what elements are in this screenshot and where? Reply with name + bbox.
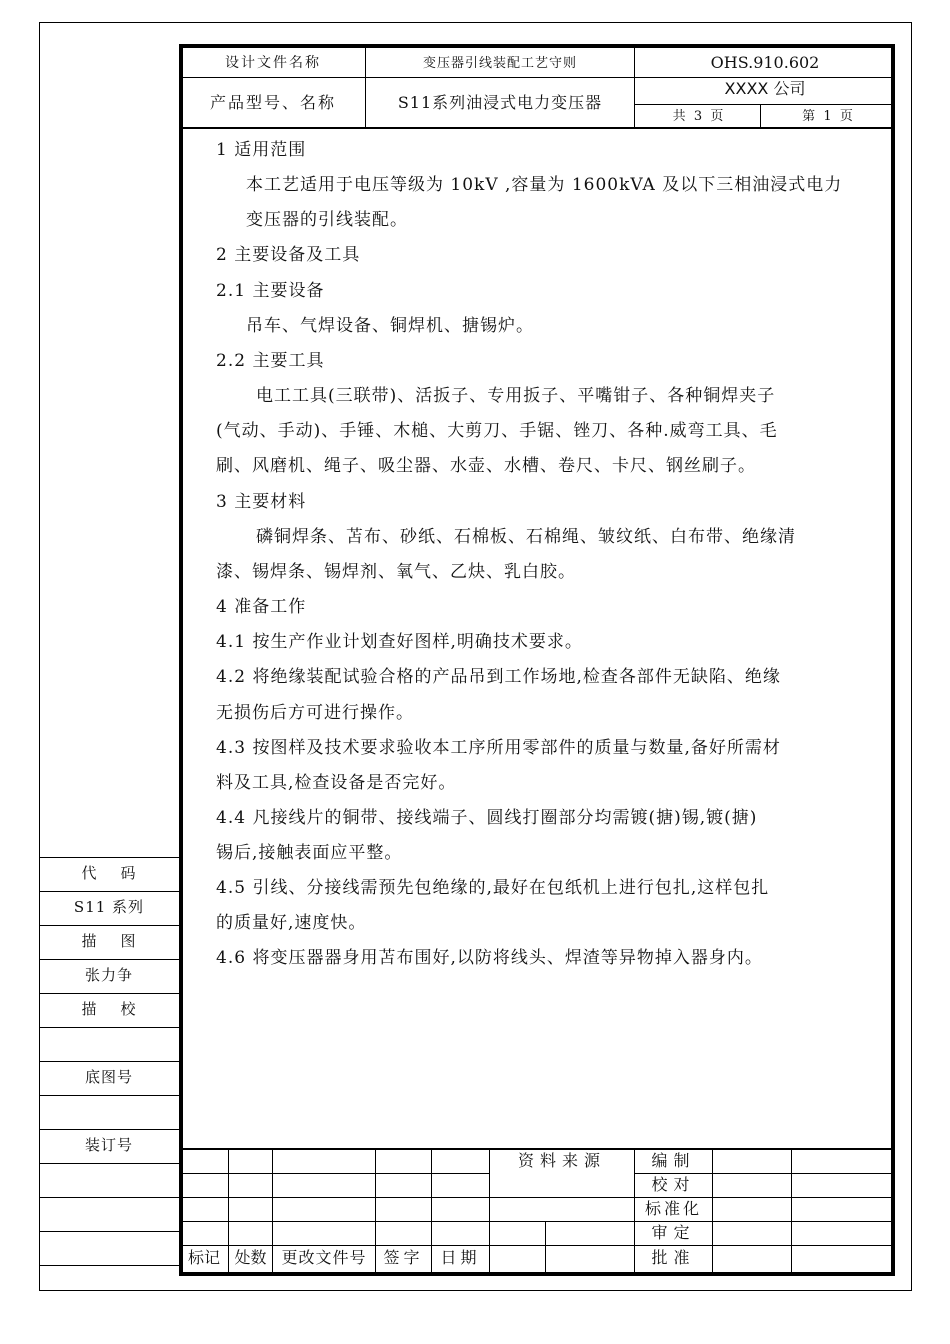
company-name: XXXX 公司 [724, 79, 806, 98]
paragraph-line: 刷、风磨机、绳子、吸尘器、水壶、水槽、卷尺、卡尺、钢丝刷子。 [216, 456, 756, 476]
paragraph-line: 料及工具,检查设备是否完好。 [216, 773, 457, 793]
product-value: S11系列油浸式电力变压器 [397, 93, 603, 112]
paragraph-line: 4.1 按生产作业计划查好图样,明确技术要求。 [216, 632, 583, 652]
doc-code: OHS.910.602 [710, 53, 820, 72]
paragraph-line: 4.2 将绝缘装配试验合格的产品吊到工作场地,检查各部件无缺陷、绝缘 [216, 667, 781, 687]
col-count: 处数 [234, 1248, 267, 1267]
section-heading: 4 准备工作 [216, 597, 307, 617]
paragraph-line: 磷铜焊条、苫布、砂纸、石棉板、石棉绳、皱纹纸、白布带、绝缘清 [256, 527, 796, 547]
paragraph-line: 4.6 将变压器器身用苫布围好,以防将线头、焊渣等异物掉入器身内。 [216, 948, 763, 968]
binding-label: 装订号 [84, 1136, 133, 1154]
proofread-label: 校对 [651, 1175, 696, 1194]
section-heading: 3 主要材料 [216, 492, 307, 512]
paragraph-line: 4.3 按图样及技术要求验收本工序所用零部件的质量与数量,备好所需材 [216, 738, 781, 758]
page-number: 第 1 页 [802, 109, 853, 124]
paragraph-line: 无损伤后方可进行操作。 [216, 703, 414, 723]
paragraph-line: 锡后,接触表面应平整。 [216, 843, 403, 863]
code-label: 代 码 [81, 864, 137, 882]
col-mark: 标记 [187, 1248, 220, 1267]
code-value: S11 系列 [73, 898, 145, 916]
check-label: 描 校 [81, 1000, 137, 1018]
doc-name-value: 变压器引线装配工艺守则 [422, 56, 577, 71]
paragraph-line: 变压器的引线装配。 [246, 210, 408, 230]
approve-label: 批准 [651, 1248, 696, 1267]
compile-label: 编制 [651, 1151, 696, 1170]
section-heading: 1 适用范围 [216, 140, 307, 160]
col-change-doc: 更改文件号 [281, 1248, 367, 1267]
total-pages: 共 3 页 [672, 109, 724, 124]
col-date: 日期 [440, 1248, 481, 1267]
base-drawing-label: 底图号 [84, 1068, 133, 1086]
paragraph-line: 4.5 引线、分接线需预先包绝缘的,最好在包纸机上进行包扎,这样包扎 [216, 878, 770, 898]
subsection-heading: 2.2 主要工具 [216, 351, 325, 371]
paragraph-line: 吊车、气焊设备、铜焊机、搪锡炉。 [246, 316, 534, 336]
paragraph-line: 本工艺适用于电压等级为 10kV ,容量为 1600kVA 及以下三相油浸式电力 [246, 175, 843, 195]
paragraph-line: 电工工具(三联带)、活扳子、专用扳子、平嘴钳子、各种铜焊夹子 [256, 386, 776, 406]
review-label: 审定 [651, 1223, 696, 1242]
paragraph-line: 的质量好,速度快。 [216, 913, 367, 933]
paragraph-line: (气动、手动)、手锤、木槌、大剪刀、手锯、锉刀、各种.威弯工具、毛 [216, 421, 778, 441]
draw-value: 张力争 [84, 966, 133, 984]
paragraph-line: 4.4 凡接线片的铜带、接线端子、圆线打圈部分均需镀(搪)锡,镀(搪) [216, 808, 758, 828]
doc-name-label: 设计文件名称 [225, 55, 321, 71]
col-signature: 签字 [383, 1248, 424, 1267]
paragraph-line: 漆、锡焊条、锡焊剂、氧气、乙炔、乳白胶。 [216, 562, 576, 582]
subsection-heading: 2.1 主要设备 [216, 281, 325, 301]
product-label: 产品型号、名称 [209, 93, 336, 112]
source-label: 资料来源 [517, 1151, 606, 1170]
standardize-label: 标准化 [644, 1199, 702, 1218]
section-heading: 2 主要设备及工具 [216, 245, 361, 265]
draw-label: 描 图 [81, 932, 137, 950]
